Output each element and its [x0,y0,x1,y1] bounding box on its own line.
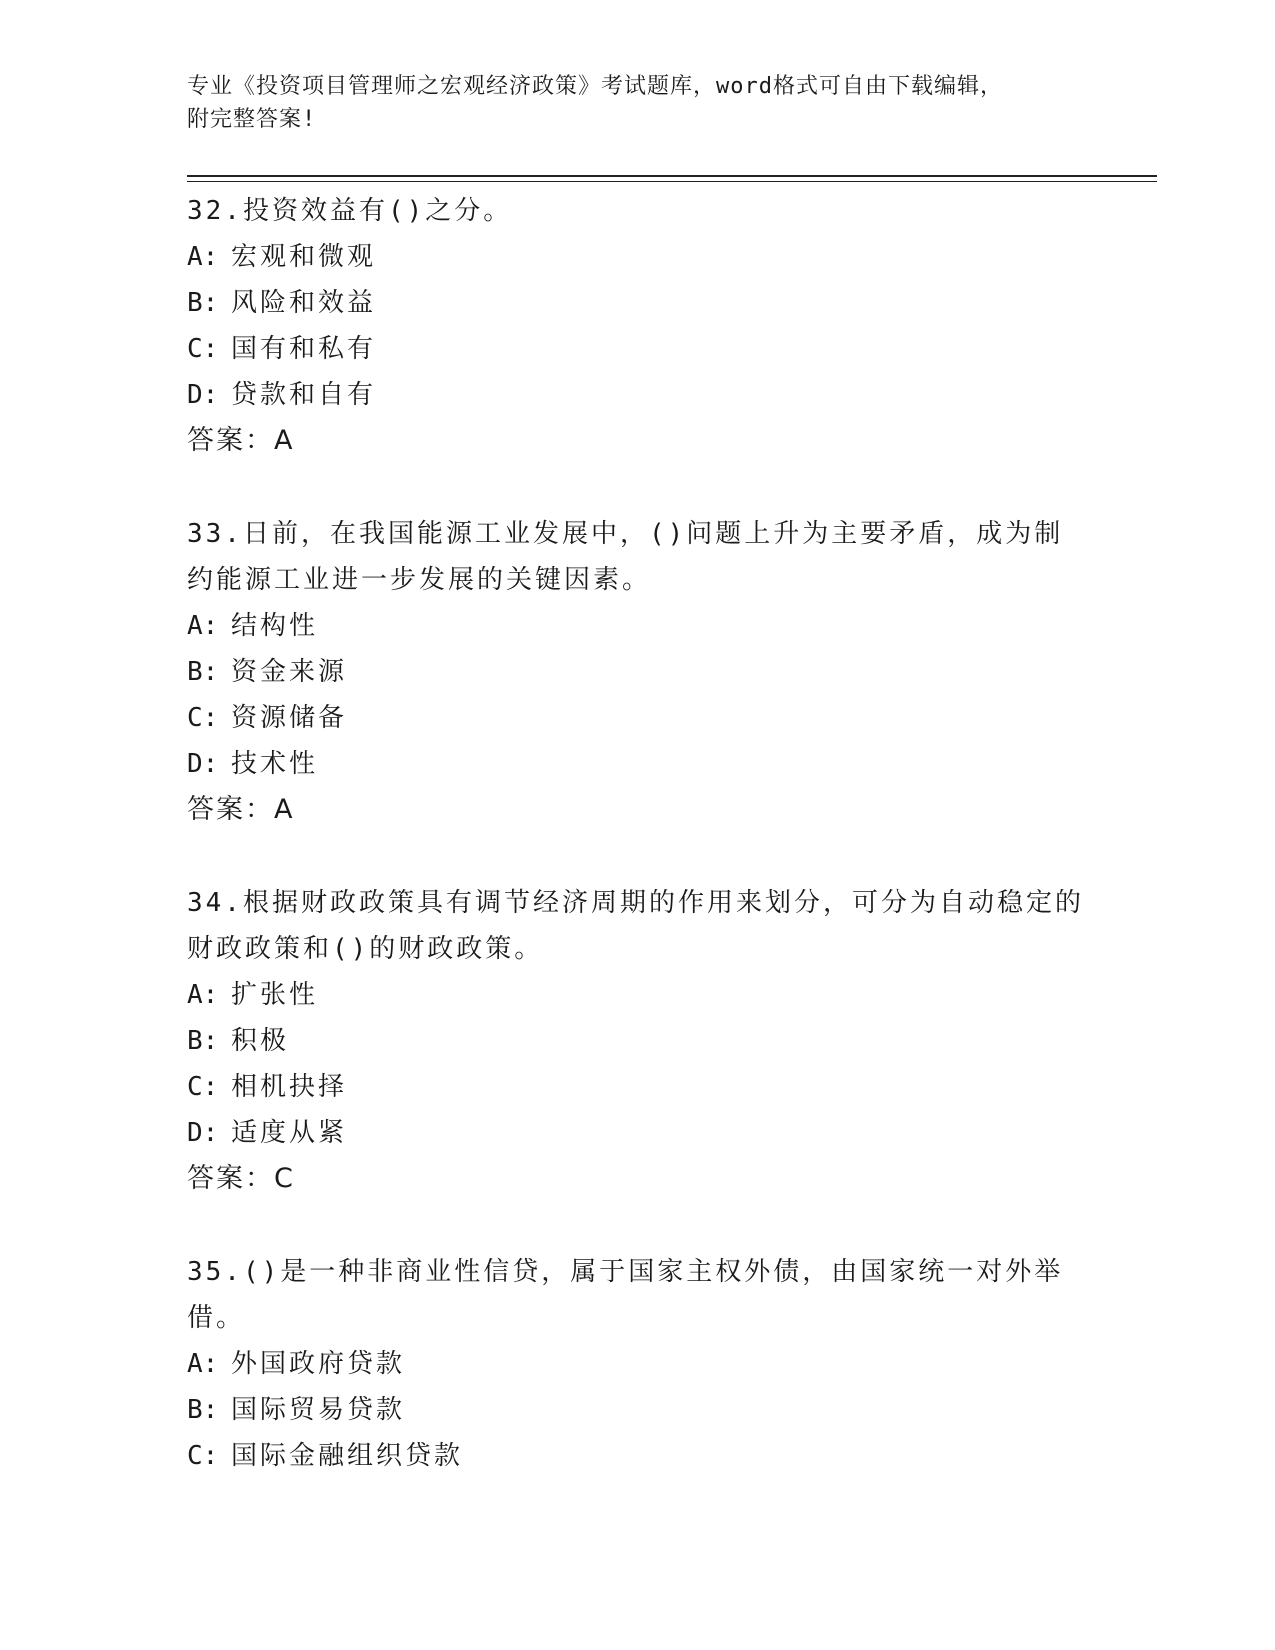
option-letter: A: [187,611,219,641]
option-text: 相机抉择 [231,1072,348,1102]
header-line-2: 附完整答案! [187,107,317,132]
option-c [187,1433,1087,1479]
option-a [187,972,1087,1018]
option-a [187,1341,1087,1387]
option-letter: C: [187,1072,219,1102]
question-text: 33.日前，在我国能源工业发展中，()问题上升为主要矛盾，成为制约能源工业进一步发展的关键因素。 [187,519,1064,595]
option-letter: A: [187,980,219,1010]
question-33 [187,511,1087,833]
option-letter: D: [187,749,219,779]
option-text: 技术性 [231,749,319,779]
question-34 [187,880,1087,1202]
option-text: 资源储备 [231,703,348,733]
option-text: 扩张性 [231,980,319,1010]
option-c [187,1064,1087,1110]
option-c [187,326,1087,372]
question-text: 32.投资效益有()之分。 [187,196,513,226]
option-text: 国际金融组织贷款 [231,1441,464,1471]
question-35 [187,1249,1087,1479]
option-text: 贷款和自有 [231,380,377,410]
option-d [187,741,1087,787]
option-b [187,1387,1087,1433]
option-letter: B: [187,1026,219,1056]
answer-line: 答案：C [187,1163,295,1194]
option-letter: A: [187,1349,219,1379]
option-text: 资金来源 [231,657,348,687]
option-letter: D: [187,1118,219,1148]
option-letter: B: [187,657,219,687]
option-a [187,603,1087,649]
header-divider-thin [187,181,1157,182]
option-text: 国际贸易贷款 [231,1395,406,1425]
header-divider-thick [187,175,1157,177]
option-d [187,372,1087,418]
option-b [187,649,1087,695]
answer-line: 答案：A [187,425,295,456]
option-b [187,280,1087,326]
question-list [187,188,1087,1526]
option-letter: C: [187,703,219,733]
option-text: 宏观和微观 [231,242,377,272]
question-text: 35.()是一种非商业性信贷，属于国家主权外债，由国家统一对外举借。 [187,1257,1064,1333]
option-text: 适度从紧 [231,1118,348,1148]
option-letter: D: [187,380,219,410]
question-text: 34.根据财政政策具有调节经济周期的作用来划分，可分为自动稳定的财政政策和()的财政政策。 [187,888,1084,964]
option-letter: C: [187,1441,219,1471]
option-text: 结构性 [231,611,319,641]
answer-line: 答案：A [187,794,295,825]
option-a [187,234,1087,280]
option-letter: A: [187,242,219,272]
question-32 [187,188,1087,464]
option-d [187,1110,1087,1156]
option-text: 积极 [231,1026,290,1056]
option-b [187,1018,1087,1064]
option-c [187,695,1087,741]
header-line-1: 专业《投资项目管理师之宏观经济政策》考试题库，word格式可自由下载编辑， [187,74,1003,99]
option-text: 外国政府贷款 [231,1349,406,1379]
option-text: 国有和私有 [231,334,377,364]
option-letter: B: [187,1395,219,1425]
option-letter: B: [187,288,219,318]
option-text: 风险和效益 [231,288,377,318]
option-letter: C: [187,334,219,364]
document-header [187,70,1087,136]
